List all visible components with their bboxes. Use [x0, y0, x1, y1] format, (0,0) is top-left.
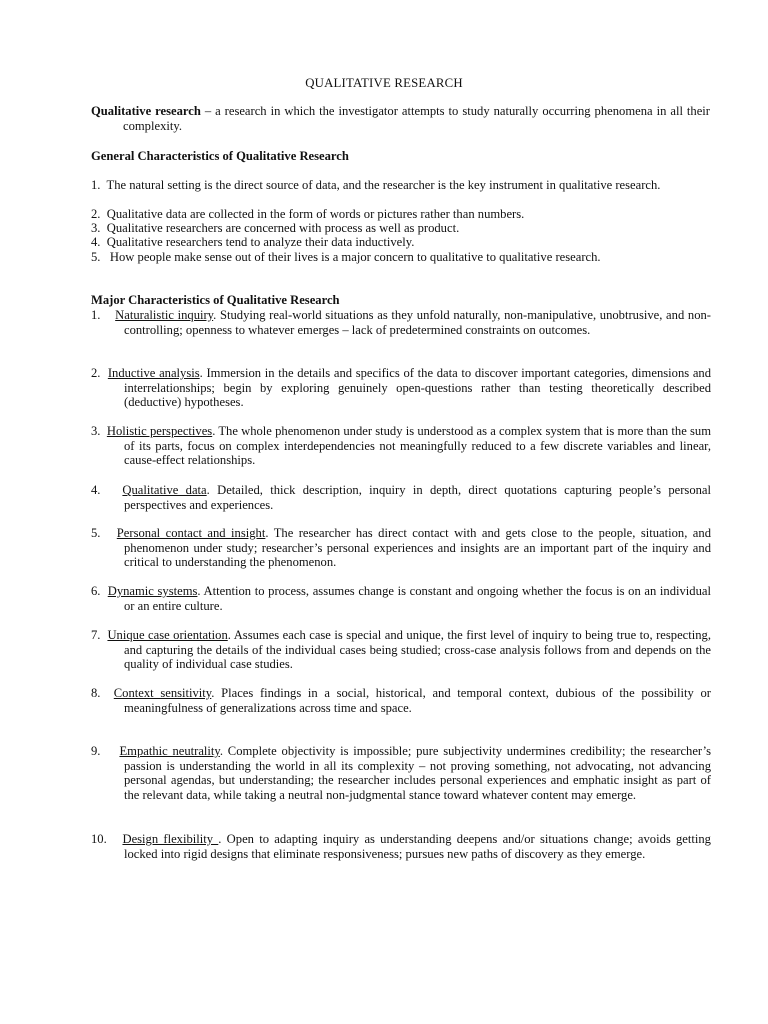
- general-item-3: 3. Qualitative researchers are concerned with process as well as product.: [91, 221, 460, 235]
- general-item-1: 1. The natural setting is the direct source of data, and the researcher is the key instrument in qualitative research.: [91, 178, 661, 192]
- major-item-6: 6. Dynamic systems. Attention to process, assumes change is constant and ongoing whether the focus is on an individual or an entire culture.: [91, 584, 711, 613]
- major-item-9: 9. Empathic neutrality. Complete objectivity is impossible; pure subjectivity undermines credibility; the researcher’s passion is understanding the world in all its complexity – not proving something, not advocating, not advancing personal agendas, but understanding; the researcher includes personal experiences and emphatic insight as part of the relevant data, while taking a neutral non-judgmental stance toward whatever content may emerge.: [91, 744, 711, 802]
- major-item-10: 10. Design flexibility . Open to adapting inquiry as understanding deepens and/or situations change; avoids getting locked into rigid designs that eliminate responsiveness; pursues new paths of discovery as they emerge.: [91, 832, 711, 861]
- major-item-term: Inductive analysis: [107, 366, 200, 380]
- major-item-term: Naturalistic inquiry: [115, 308, 214, 322]
- major-item-term: Design flexibility: [122, 832, 219, 846]
- major-item-term: Empathic neutrality: [119, 744, 220, 758]
- major-item-1: 1. Naturalistic inquiry. Studying real-world situations as they unfold naturally, non-manipulative, unobtrusive, and non-controlling; openness to whatever emerges – lack of predetermined constraints on outcomes.: [91, 308, 712, 337]
- major-item-term: Unique case orientation: [107, 628, 228, 642]
- page-title: QUALITATIVE RESEARCH: [305, 76, 463, 90]
- major-item-term: Dynamic systems: [107, 584, 198, 598]
- major-item-term: Qualitative data: [122, 483, 207, 497]
- general-characteristics-heading: General Characteristics of Qualitative Research: [91, 149, 349, 163]
- general-item-2: 2. Qualitative data are collected in the form of words or pictures rather than numbers.: [91, 207, 525, 221]
- general-item-5: 5. How people make sense out of their lives is a major concern to qualitative to qualitative research.: [91, 250, 601, 264]
- major-characteristics-heading: Major Characteristics of Qualitative Research: [91, 293, 340, 307]
- definition-paragraph: [91, 104, 710, 133]
- major-item-term: Context sensitivity: [113, 686, 212, 700]
- major-item-term: Personal contact and insight: [116, 526, 266, 540]
- major-item-5: 5. Personal contact and insight. The researcher has direct contact with and gets close to the people, situation, and phenomenon under study; researcher’s personal experiences and insights are an important part of the inquiry and critical to understanding the phenomenon.: [91, 526, 711, 570]
- general-item-4: 4. Qualitative researchers tend to analyze their data inductively.: [91, 235, 415, 249]
- major-item-term: Holistic perspectives: [106, 424, 213, 438]
- major-item-4: 4. Qualitative data. Detailed, thick description, inquiry in depth, direct quotations capturing people’s personal perspectives and experiences.: [91, 483, 711, 512]
- major-item-2: 2. Inductive analysis. Immersion in the details and specifics of the data to discover important categories, dimensions and interrelationships; begin by exploring genuinely open-questions rather than testing theoretically described (deductive) hypotheses.: [91, 366, 712, 410]
- definition-text: – a research in which the investigator attempts to study naturally occurring phenomena in all their complexity.: [123, 104, 710, 133]
- definition-term: Qualitative research: [91, 104, 201, 118]
- major-item-7: 7. Unique case orientation. Assumes each case is special and unique, the first level of inquiry to being true to, respecting, and capturing the details of the individual cases being studied; cross-case analysis follows from and depends on the quality of individual case studies.: [91, 628, 712, 672]
- major-item-3: 3. Holistic perspectives. The whole phenomenon under study is understood as a complex system that is more than the sum of its parts, focus on complex interdependencies not meaningfully reduced to a few discrete variables and linear, cause-effect relationships.: [91, 424, 711, 468]
- major-item-8: 8. Context sensitivity. Places findings in a social, historical, and temporal context, dubious of the possibility or meaningfulness of generalizations across time and space.: [91, 686, 711, 715]
